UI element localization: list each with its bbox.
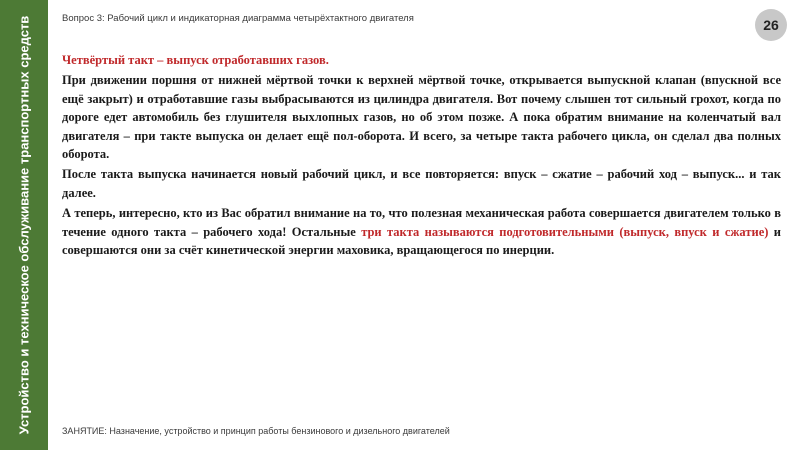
paragraph-3: [62, 204, 781, 259]
paragraph-3-text-end: и совершаются они за счёт кинетической энергии маховика, вращающегося по инерции.: [62, 224, 781, 258]
question-title: Вопрос 3: Рабочий цикл и индикаторная диаграмма четырёхтактного двигателя: [62, 13, 414, 24]
slide-content: [62, 51, 781, 261]
slide-number-badge: 26: [755, 9, 787, 41]
highlighted-text: три такта называются подготовительными (выпуск, впуск и сжатие): [361, 224, 769, 239]
section-heading: Четвёртый такт – выпуск отработавших газов.: [62, 53, 329, 67]
paragraph-3-text-start: А теперь, интересно, кто из Вас обратил внимание на то, что полезная механическая работа совершается двигателем только в течение одного такта – рабочего хода! Остальные: [62, 206, 781, 239]
sidebar-title: Устройство и техническое обслуживание транспортных средств: [16, 15, 32, 435]
paragraph-1: При движении поршня от нижней мёртвой точки к верхней мёртвой точке, открывается выпускной клапан (впускной все ещё закрыт) и отработавшие газы выбрасываются из цилиндра двигателя. Вот почему слышен тот сильный грохот, когда по дороге едет автомобиль без глушителя выхлопных газов, но об этом позже. А пока обратим внимание на коленчатый вал двигателя – при такте выпуска он делает ещё пол-оборота. И всего, за четыре такта рабочего цикла, он сделал два полных оборота.: [62, 73, 781, 162]
sidebar: [0, 0, 48, 450]
lesson-footer: ЗАНЯТИЕ: Назначение, устройство и принцип работы бензинового и дизельного двигателей: [62, 426, 450, 436]
paragraph-2: После такта выпуска начинается новый рабочий цикл, и все повторяется: впуск – сжатие – рабочий ход – выпуск... и так далее.: [62, 167, 781, 200]
